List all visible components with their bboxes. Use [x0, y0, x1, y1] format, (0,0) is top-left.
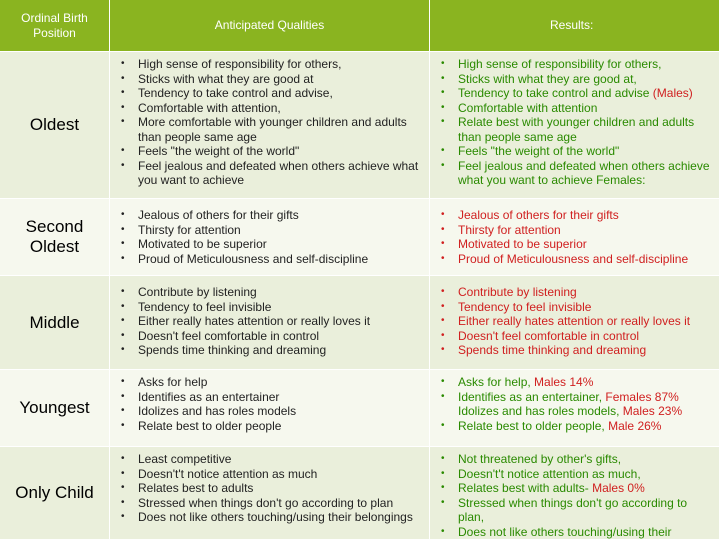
- list-item: • Relate best to older people, Male 26%: [441, 418, 662, 433]
- list-item: • Identifies as an entertainer: [121, 389, 280, 404]
- row-label-second-oldest: Second Oldest: [0, 199, 110, 276]
- header-position: Ordinal Birth Position: [0, 0, 110, 52]
- list-item: • High sense of responsibility for others,: [121, 57, 342, 71]
- list-item: • Tendency to feel invisible: [121, 299, 272, 314]
- list-item: • Least competitive: [121, 452, 232, 466]
- list-item: • Not threatened by other's gifts,: [441, 452, 622, 466]
- results-oldest: [430, 52, 720, 199]
- qualities-oldest: [110, 52, 430, 199]
- list-item: • Relate best to older people: [121, 418, 282, 433]
- row-label-only-child: Only Child: [0, 447, 110, 540]
- qualities-list: [118, 285, 421, 358]
- list-item: • Doesn't't notice attention as much: [121, 466, 318, 481]
- list-item: • Contribute by listening: [121, 285, 257, 299]
- list-item: • Proud of Meticulousness and self-discipline: [441, 251, 689, 266]
- qualities-middle: [110, 276, 430, 370]
- results-list: [438, 285, 711, 358]
- list-item: • Doesn't't notice attention as much,: [441, 466, 641, 481]
- qualities-list: [118, 452, 421, 525]
- list-item: • Either really hates attention or really loves it: [121, 314, 371, 328]
- list-item: • Proud of Meticulousness and self-discipline: [121, 251, 369, 266]
- results-youngest: [430, 370, 720, 447]
- list-item: • Feel jealous and defeated when others achieve what you want to achieve: [121, 158, 419, 187]
- row-label-youngest: Youngest: [0, 370, 110, 447]
- list-item: • Motivated to be superior: [121, 237, 267, 251]
- list-item: • Relates best with adults- Males 0%: [441, 481, 645, 495]
- list-item: • Does not like others touching/using their: [441, 524, 672, 539]
- list-item: • Either really hates attention or really loves it: [441, 314, 691, 328]
- list-item: • Sticks with what they are good at,: [441, 71, 637, 86]
- list-item: • Motivated to be superior: [441, 237, 587, 251]
- qualities-youngest: [110, 370, 430, 447]
- list-item: • More comfortable with younger children and adults than people same age: [121, 115, 407, 144]
- list-item: • Tendency to take control and advise,: [121, 86, 333, 100]
- list-item: • Comfortable with attention,: [121, 100, 281, 115]
- row-label-middle: Middle: [0, 276, 110, 370]
- header-results: Results:: [430, 0, 720, 52]
- list-item: • Contribute by listening: [441, 285, 577, 299]
- list-item: • Spends time thinking and dreaming: [121, 343, 327, 357]
- list-item: • Identifies as an entertainer, Females 87%: [441, 389, 679, 404]
- results-middle: [430, 276, 720, 370]
- qualities-list: [118, 57, 421, 188]
- list-item: • Thirsty for attention: [441, 222, 561, 237]
- list-item: • Jealous of others for their gifts: [441, 208, 619, 222]
- list-item: • Tendency to take control and advise (Males): [441, 86, 693, 100]
- list-item: • Asks for help, Males 14%: [441, 375, 594, 389]
- list-item: • Stressed when things don't go according to plan,: [441, 495, 688, 524]
- list-item: • Stressed when things don't go according to plan: [121, 495, 394, 510]
- header-qualities: Anticipated Qualities: [110, 0, 430, 52]
- list-item: • Spends time thinking and dreaming: [441, 343, 647, 357]
- list-item: • Tendency to feel invisible: [441, 299, 592, 314]
- list-item: • Feel jealous and defeated when others achieve what you want to achieve Females:: [441, 158, 710, 187]
- qualities-second-oldest: [110, 199, 430, 276]
- list-item: • High sense of responsibility for others,: [441, 57, 662, 71]
- list-item: • Jealous of others for their gifts: [121, 208, 299, 222]
- list-item: • Relate best with younger children and adults than people same age: [441, 115, 695, 144]
- list-item: • Sticks with what they are good at: [121, 71, 314, 86]
- results-only-child: [430, 447, 720, 540]
- list-item: • Idolizes and has roles models: [121, 404, 297, 418]
- results-second-oldest: [430, 199, 720, 276]
- results-list: [438, 57, 711, 188]
- list-item: • Asks for help: [121, 375, 208, 389]
- results-list: [438, 452, 711, 539]
- results-list: [438, 375, 711, 433]
- qualities-list: [118, 375, 421, 433]
- list-item: • Feels "the weight of the world": [441, 144, 620, 158]
- qualities-only-child: [110, 447, 430, 540]
- list-item: • Relates best to adults: [121, 481, 254, 495]
- results-list: [438, 208, 711, 266]
- list-item: • Doesn't feel comfortable in control: [441, 328, 640, 343]
- list-item: Idolizes and has roles models, Males 23%: [458, 404, 683, 418]
- list-item: • Feels "the weight of the world": [121, 144, 300, 158]
- list-item: • Thirsty for attention: [121, 222, 241, 237]
- list-item: • Comfortable with attention: [441, 100, 598, 115]
- qualities-list: [118, 208, 421, 266]
- row-label-oldest: Oldest: [0, 52, 110, 199]
- list-item: • Does not like others touching/using their belongings: [121, 510, 413, 524]
- list-item: • Doesn't feel comfortable in control: [121, 328, 320, 343]
